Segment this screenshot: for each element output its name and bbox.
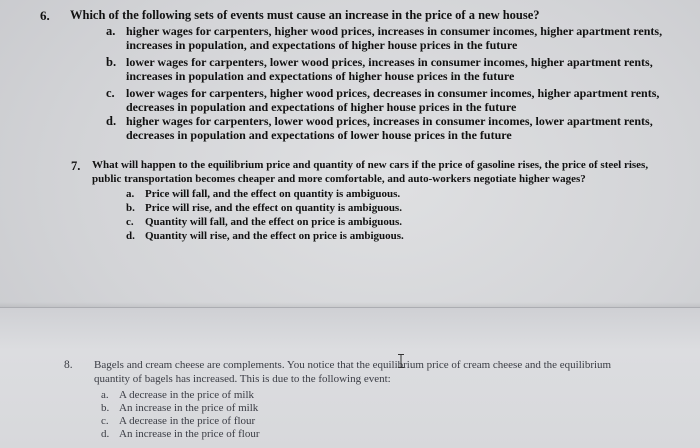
option-text-line: increases in population, and expectations of higher house prices in the future [126, 38, 518, 52]
option-letter: b. [106, 55, 117, 69]
question-number: 7. [71, 159, 81, 173]
question-8 [0, 350, 700, 448]
option-text: A decrease in the price of milk [119, 389, 255, 401]
option-text-line: lower wages for carpenters, higher wood prices, decreases in consumer incomes, higher apartment rents, [126, 86, 660, 100]
option-text: An increase in the price of flour [119, 428, 260, 440]
option-text: Price will fall, and the effect on quantity is ambiguous. [145, 188, 401, 200]
option-text-line: higher wages for carpenters, higher wood prices, increases in consumer incomes, higher apartment rents, [126, 24, 663, 38]
option-text-line: increases in population and expectations of higher house prices in the future [126, 69, 515, 83]
option-text: Quantity will rise, and the effect on price is ambiguous. [145, 230, 404, 242]
question-number: 8. [64, 359, 73, 371]
option-letter: b. [126, 202, 135, 214]
option-text-line: decreases in population and expectations of lower house prices in the future [126, 128, 512, 142]
question-stem-line: public transportation becomes cheaper and more comfortable, and auto-workers negotiate higher wages? [92, 173, 586, 185]
option-text-line: decreases in population and expectations of higher house prices in the future [126, 100, 517, 114]
option-text: Price will rise, and the effect on quantity is ambiguous. [145, 202, 402, 214]
option-text: Quantity will fall, and the effect on price is ambiguous. [145, 216, 402, 228]
option-letter: a. [101, 389, 109, 401]
option-letter: d. [106, 114, 117, 128]
option-letter: c. [106, 86, 115, 100]
question-6 [0, 0, 700, 150]
question-stem-line: Bagels and cream cheese are complements. You notice that the equilibrium price of cream cheese and the equilibrium [94, 359, 612, 371]
option-letter: a. [106, 24, 116, 38]
question-stem: Which of the following sets of events must cause an increase in the price of a new house? [70, 8, 540, 22]
option-text: An increase in the price of milk [119, 402, 259, 414]
question-7 [0, 150, 700, 260]
option-letter: d. [126, 230, 135, 242]
option-letter: b. [101, 402, 110, 414]
question-stem-line: quantity of bagels has increased. This is due to the following event: [94, 373, 391, 385]
option-text: A decrease in the price of flour [119, 415, 256, 427]
option-letter: a. [126, 188, 135, 200]
option-letter: c. [126, 216, 134, 228]
option-letter: d. [101, 428, 110, 440]
option-text-line: lower wages for carpenters, lower wood prices, increases in consumer incomes, higher apartment rents, [126, 55, 653, 69]
question-number: 6. [40, 8, 50, 23]
option-text-line: higher wages for carpenters, lower wood prices, increases in consumer incomes, lower apartment rents, [126, 114, 653, 128]
question-stem-line: What will happen to the equilibrium price and quantity of new cars if the price of gasoline rises, the price of steel rises, [92, 159, 649, 171]
option-letter: c. [101, 415, 109, 427]
text-cursor-icon [398, 354, 404, 368]
